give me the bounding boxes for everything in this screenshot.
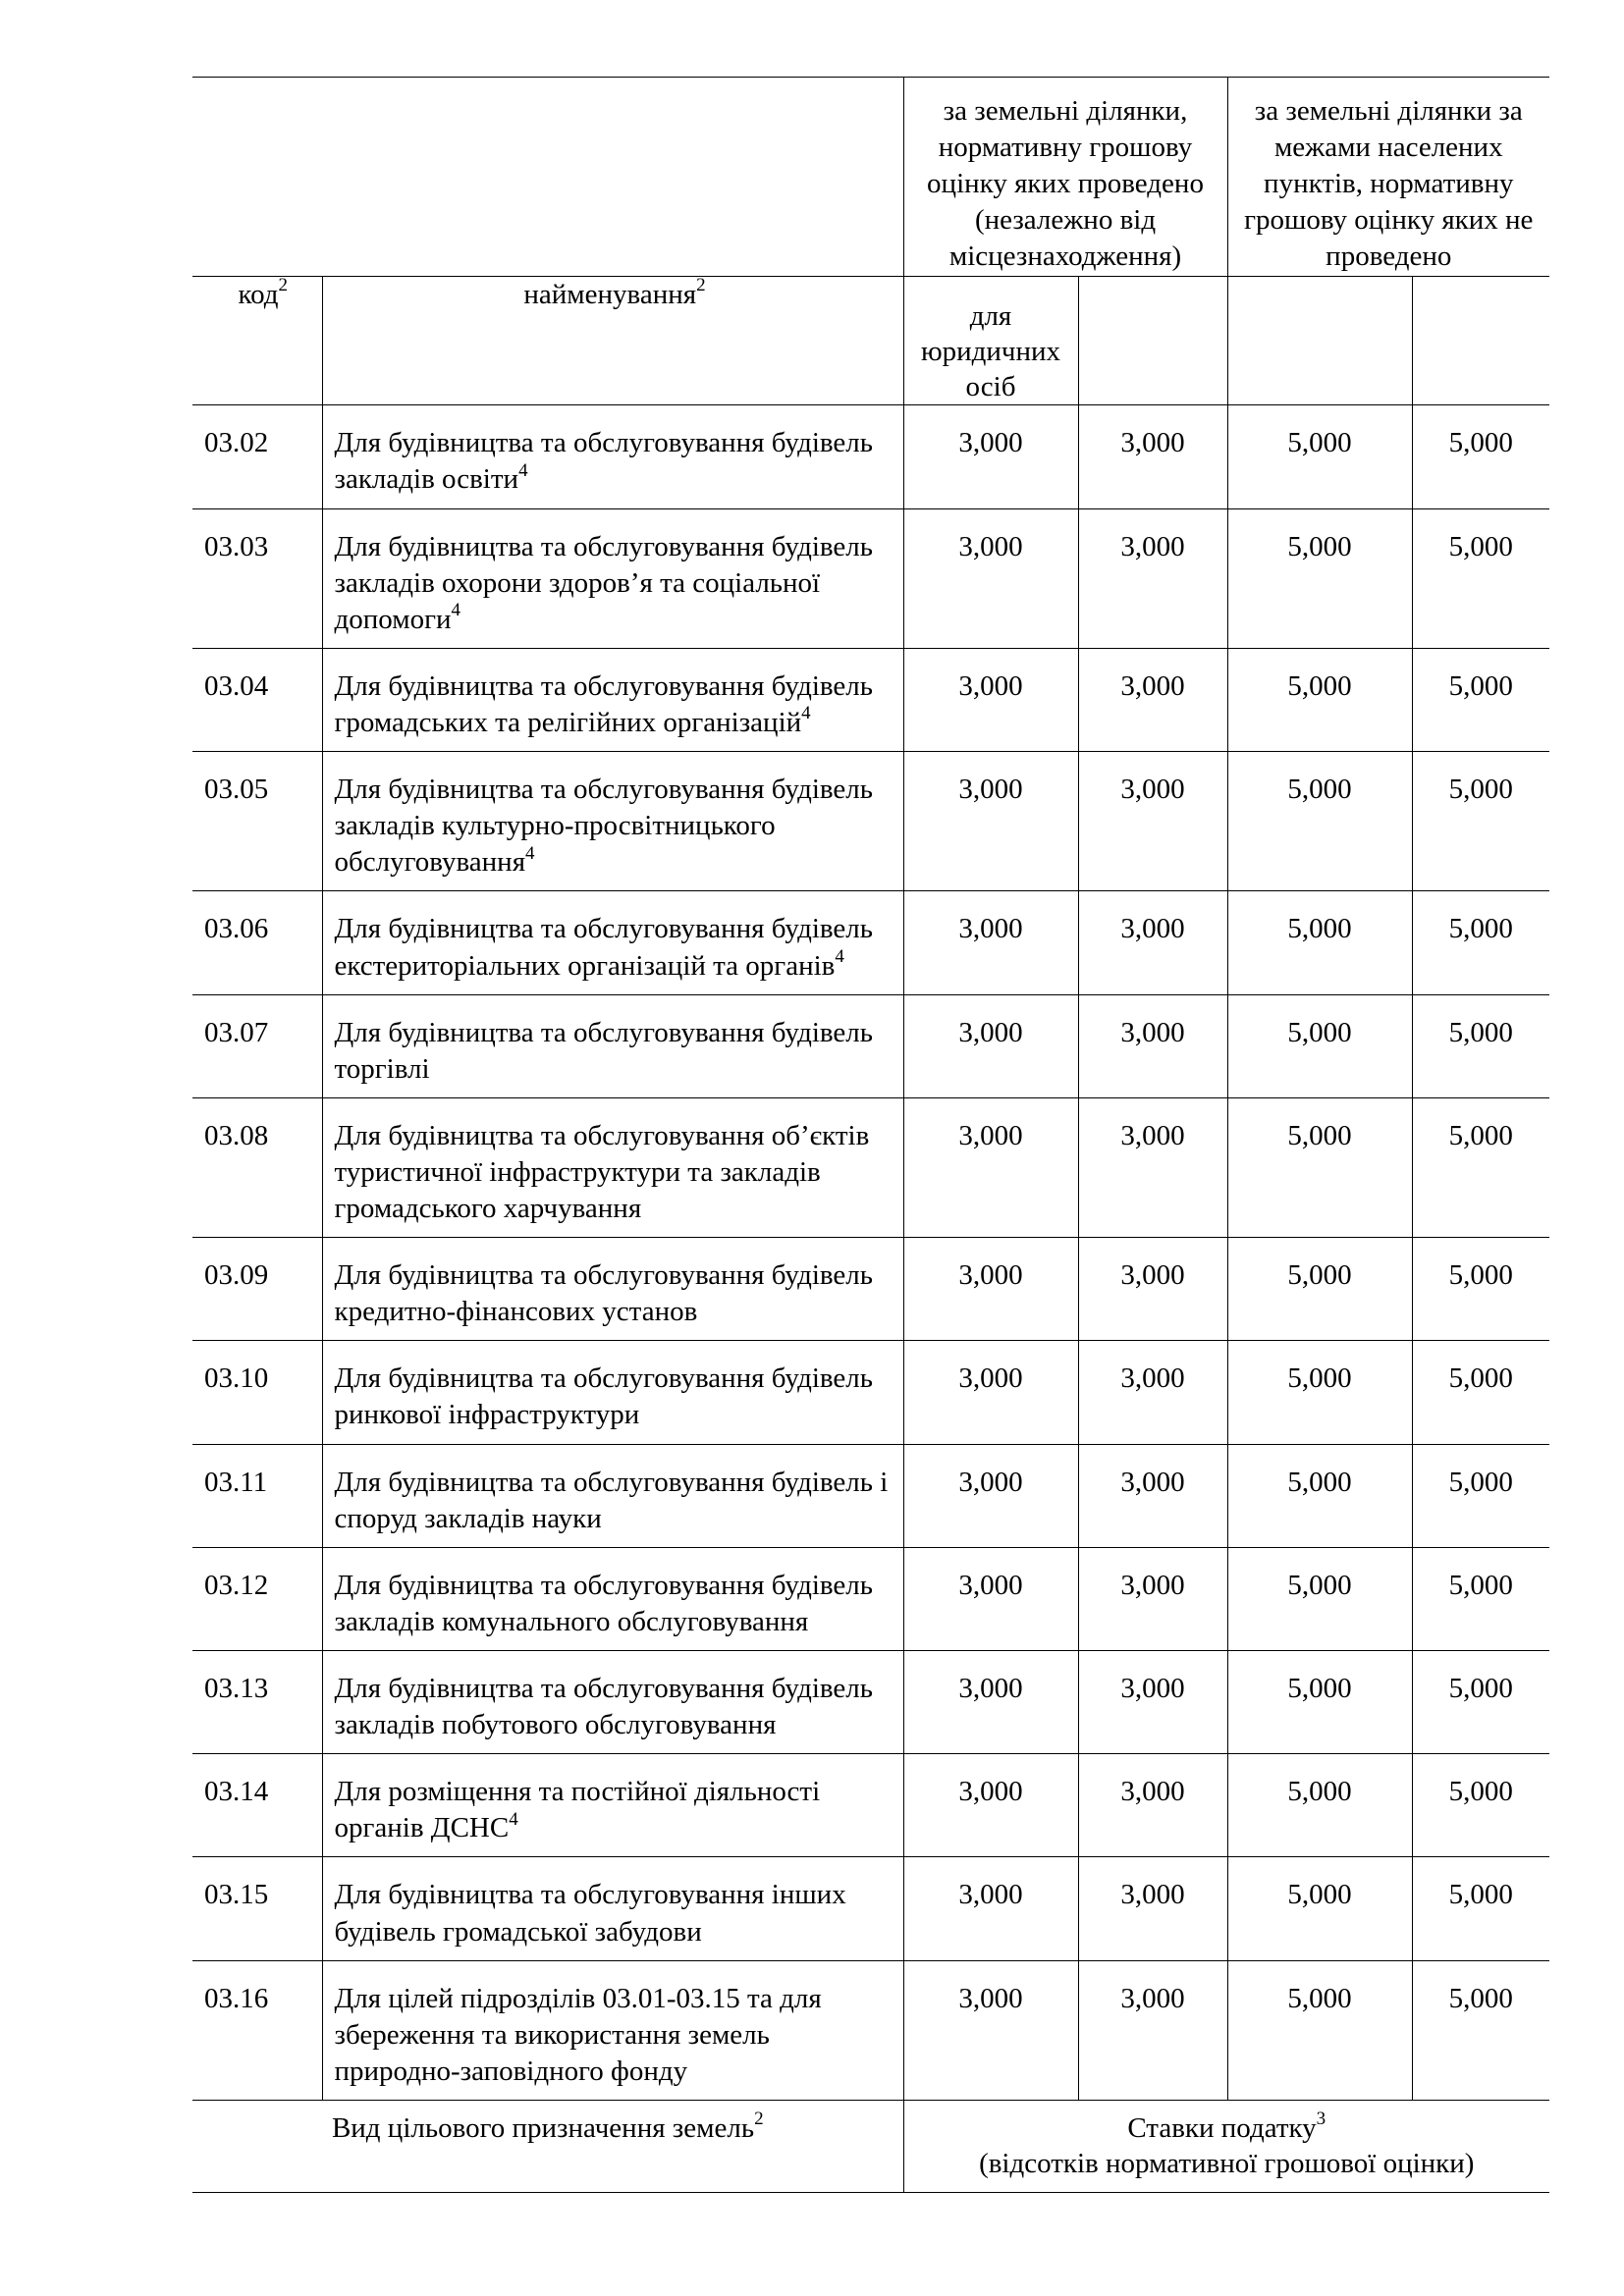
rate-value: 3,000: [903, 1097, 1078, 1237]
row-code: 03.02: [192, 405, 322, 508]
rate-value: 5,000: [1227, 1097, 1412, 1237]
rate-value: 3,000: [1078, 752, 1227, 891]
rate-value: 5,000: [1412, 1754, 1549, 1857]
rate-value: 5,000: [1227, 1444, 1412, 1547]
rate-value: 5,000: [1412, 1857, 1549, 1960]
rate-value: 3,000: [903, 1238, 1078, 1341]
rate-value: 5,000: [1227, 1547, 1412, 1650]
row-name-text: Для будівництва та обслуговування будівель і споруд закладів науки: [334, 1466, 889, 1534]
row-name: [322, 508, 903, 648]
footer-rates-sub: (відсотків нормативної грошової оцінки): [979, 2148, 1475, 2180]
table-row: [192, 752, 1549, 891]
row-code: 03.12: [192, 1547, 322, 1650]
rate-value: 5,000: [1227, 1341, 1412, 1444]
rate-value: 3,000: [903, 752, 1078, 891]
row-name: [322, 1238, 903, 1341]
header-code: [192, 276, 322, 405]
rate-value: 3,000: [903, 1547, 1078, 1650]
row-code: 03.09: [192, 1238, 322, 1341]
row-code: 03.16: [192, 1960, 322, 2100]
rate-value: 3,000: [903, 508, 1078, 648]
footnote-ref: 3: [1316, 2109, 1326, 2130]
rate-value: 5,000: [1227, 648, 1412, 751]
row-code: 03.10: [192, 1341, 322, 1444]
row-name: [322, 1097, 903, 1237]
footnote-ref: 2: [696, 274, 706, 295]
land-tax-rates-table: [192, 77, 1549, 2193]
row-name-text: Для будівництва та обслуговування будівель ринкової інфраструктури: [334, 1362, 873, 1431]
rate-value: 5,000: [1412, 1238, 1549, 1341]
rate-value: 5,000: [1227, 508, 1412, 648]
rate-value: 3,000: [1078, 891, 1227, 994]
header-empty-cell: [1078, 276, 1227, 405]
rate-value: 5,000: [1227, 752, 1412, 891]
rate-value: 3,000: [903, 1444, 1078, 1547]
table-row: [192, 508, 1549, 648]
table-row: [192, 1651, 1549, 1754]
row-code: 03.11: [192, 1444, 322, 1547]
table-row: [192, 994, 1549, 1097]
row-name-text: Для будівництва та обслуговування будівель закладів культурно-просвітницького обслуговування: [334, 774, 873, 879]
header-valued-group: за земельні ділянки, нормативну грошову оцінку яких проведено (незалежно від місцезнаходження): [903, 78, 1227, 277]
row-code: 03.06: [192, 891, 322, 994]
row-name-text: Для будівництва та обслуговування будівель кредитно-фінансових установ: [334, 1259, 873, 1328]
table-row: [192, 891, 1549, 994]
rate-value: 5,000: [1412, 994, 1549, 1097]
rate-value: 3,000: [903, 648, 1078, 751]
header-empty-cell: [1227, 276, 1412, 405]
table-row: [192, 1857, 1549, 1960]
row-name: [322, 1960, 903, 2100]
rate-value: 5,000: [1412, 405, 1549, 508]
rate-value: 3,000: [1078, 1341, 1227, 1444]
rate-value: 3,000: [1078, 648, 1227, 751]
header-sub-row: [192, 276, 1549, 405]
table-row: [192, 405, 1549, 508]
table-row: [192, 1341, 1549, 1444]
row-name: [322, 891, 903, 994]
row-name-text: Для будівництва та обслуговування будівель закладів побутового обслуговування: [334, 1673, 873, 1741]
rate-value: 3,000: [1078, 1754, 1227, 1857]
row-name: [322, 648, 903, 751]
row-name-text: Для будівництва та обслуговування будівель закладів охорони здоров’я та соціальної допомоги: [334, 530, 873, 635]
footnote-ref: 4: [509, 1808, 518, 1830]
rate-value: 5,000: [1227, 1651, 1412, 1754]
rate-value: 5,000: [1227, 405, 1412, 508]
row-name-text: Для будівництва та обслуговування будівель екстериторіальних організацій та органів: [334, 913, 873, 982]
row-name: [322, 1341, 903, 1444]
footnote-ref: 4: [451, 600, 460, 621]
row-code: 03.03: [192, 508, 322, 648]
header-group-row: [192, 78, 1549, 277]
rate-value: 3,000: [903, 1960, 1078, 2100]
row-code: 03.08: [192, 1097, 322, 1237]
rate-value: 5,000: [1227, 1754, 1412, 1857]
row-name-text: Для будівництва та обслуговування будівель торгівлі: [334, 1016, 873, 1085]
footnote-ref: 4: [801, 703, 811, 724]
rate-value: 5,000: [1412, 508, 1549, 648]
row-name: [322, 752, 903, 891]
rate-value: 5,000: [1412, 648, 1549, 751]
header-legal-entities: для юридичних осіб: [903, 276, 1078, 405]
row-name-text: Для будівництва та обслуговування об’єктів туристичної інфраструктури та закладів громадського харчування: [334, 1119, 870, 1225]
row-name-text: Для будівництва та обслуговування будівель громадських та релігійних організацій: [334, 669, 873, 738]
row-name-text: Для будівництва та обслуговування будівель закладів освіти: [334, 427, 873, 496]
header-unvalued-group: за земельні ділянки за межами населених пунктів, нормативну грошову оцінку яких не проведено: [1227, 78, 1549, 277]
table-row: [192, 1547, 1549, 1650]
rate-value: 3,000: [1078, 508, 1227, 648]
rate-value: 5,000: [1227, 1857, 1412, 1960]
table-row: [192, 1960, 1549, 2100]
row-code: 03.14: [192, 1754, 322, 1857]
header-empty-cell: [192, 78, 903, 277]
header-name: [322, 276, 903, 405]
rate-value: 5,000: [1412, 1960, 1549, 2100]
row-name: [322, 1754, 903, 1857]
rate-value: 3,000: [1078, 1444, 1227, 1547]
rate-value: 3,000: [903, 405, 1078, 508]
rate-value: 5,000: [1227, 1238, 1412, 1341]
rate-value: 5,000: [1412, 1444, 1549, 1547]
rate-value: 5,000: [1412, 891, 1549, 994]
row-code: 03.15: [192, 1857, 322, 1960]
rate-value: 3,000: [1078, 1238, 1227, 1341]
row-code: 03.04: [192, 648, 322, 751]
header-name-label: найменування: [523, 278, 697, 310]
table-row: [192, 1444, 1549, 1547]
rate-value: 5,000: [1412, 752, 1549, 891]
rate-value: 3,000: [1078, 1547, 1227, 1650]
row-name-text: Для будівництва та обслуговування будівель закладів комунального обслуговування: [334, 1569, 873, 1637]
rate-value: 3,000: [1078, 1651, 1227, 1754]
rate-value: 3,000: [903, 1341, 1078, 1444]
rate-value: 3,000: [903, 1651, 1078, 1754]
header-code-label: код: [238, 278, 279, 310]
row-name: [322, 1857, 903, 1960]
footer-rates: [903, 2101, 1549, 2193]
row-name: [322, 1651, 903, 1754]
footnote-ref: 2: [754, 2109, 764, 2130]
rate-value: 3,000: [903, 1857, 1078, 1960]
footnote-ref: 4: [525, 842, 535, 864]
rate-value: 3,000: [1078, 994, 1227, 1097]
table-row: [192, 1238, 1549, 1341]
rate-value: 5,000: [1227, 891, 1412, 994]
rate-value: 5,000: [1227, 1960, 1412, 2100]
row-code: 03.07: [192, 994, 322, 1097]
rate-value: 3,000: [1078, 1097, 1227, 1237]
row-name: [322, 994, 903, 1097]
rate-value: 3,000: [1078, 405, 1227, 508]
row-name-text: Для розміщення та постійної діяльності органів ДСНС: [334, 1776, 821, 1844]
footnote-ref: 4: [518, 459, 528, 481]
footer-purpose-label: Вид цільового призначення земель: [331, 2112, 755, 2145]
rate-value: 5,000: [1412, 1547, 1549, 1650]
rate-value: 3,000: [903, 891, 1078, 994]
table-row: [192, 648, 1549, 751]
row-name-text: Для будівництва та обслуговування інших будівель громадської забудови: [334, 1879, 846, 1948]
row-name: [322, 1444, 903, 1547]
row-code: 03.13: [192, 1651, 322, 1754]
rate-value: 5,000: [1412, 1651, 1549, 1754]
row-name-text: Для цілей підрозділів 03.01-03.15 та для збереження та використання земель природно-заповідного фонду: [334, 1982, 822, 2087]
footer-rates-label: Ставки податку: [1127, 2112, 1317, 2145]
rate-value: 5,000: [1412, 1341, 1549, 1444]
footer-legend-row: [192, 2101, 1549, 2193]
rate-value: 5,000: [1227, 994, 1412, 1097]
row-name: [322, 1547, 903, 1650]
rate-value: 3,000: [903, 994, 1078, 1097]
row-code: 03.05: [192, 752, 322, 891]
rate-value: 3,000: [1078, 1857, 1227, 1960]
table-row: [192, 1754, 1549, 1857]
table-row: [192, 1097, 1549, 1237]
footnote-ref: 4: [835, 945, 844, 967]
row-name: [322, 405, 903, 508]
rate-value: 3,000: [903, 1754, 1078, 1857]
footnote-ref: 2: [278, 274, 289, 295]
rate-value: 3,000: [1078, 1960, 1227, 2100]
footer-purpose: [192, 2101, 903, 2193]
header-empty-cell: [1412, 276, 1549, 405]
rate-value: 5,000: [1412, 1097, 1549, 1237]
